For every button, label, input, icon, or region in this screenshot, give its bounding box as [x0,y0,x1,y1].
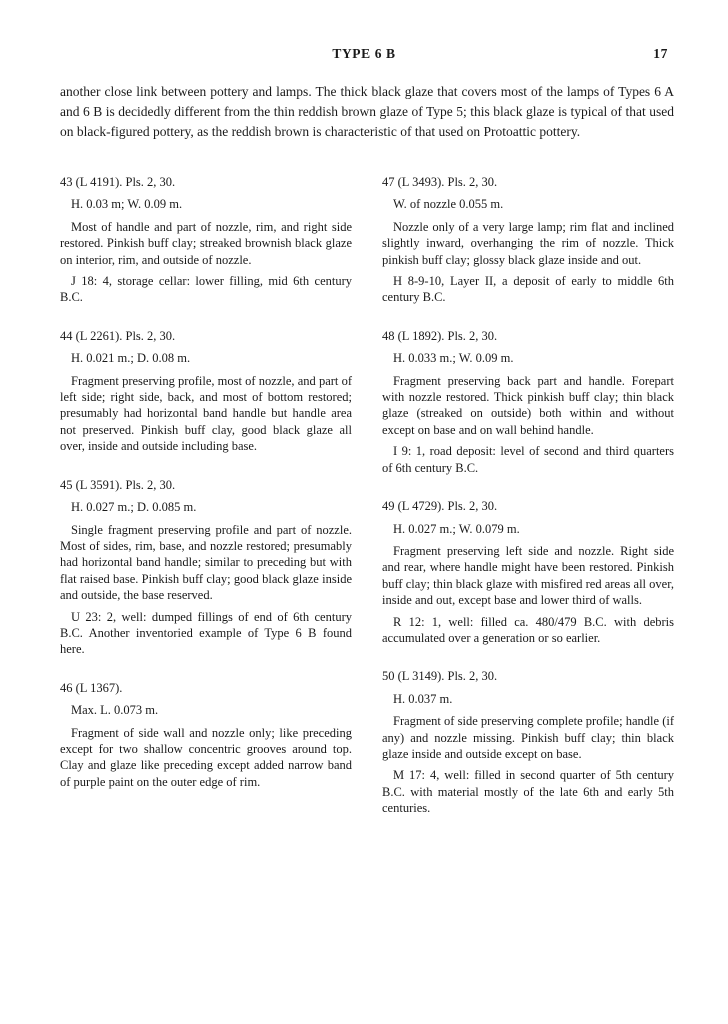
page-number: 17 [653,46,668,61]
entry-heading: 45 (L 3591). Pls. 2, 30. [60,477,176,492]
catalogue-entry-44 [60,328,352,455]
catalogue-column-right [382,174,674,839]
entry-description: Nozzle only of a very large lamp; rim flat and inclined slightly inward, overhanging the rim of nozzle. Thick pinkish buff clay; glossy black glaze inside and out. [382,219,674,267]
entry-description: Fragment preserving profile, most of nozzle, and part of left side; right side, back, and most of bottom restored; presumably had horizontal band handle but handle area not preserved. Pinkish buff clay, good black glaze all over, inside and outside including base. [60,373,352,454]
entry-dimensions: H. 0.03 m; W. 0.09 m. [71,197,183,212]
catalogue-entry-43 [60,174,352,306]
entry-heading: 46 (L 1367). [60,680,123,695]
entry-dimensions: W. of nozzle 0.055 m. [393,197,504,212]
entry-description: Fragment of side wall and nozzle only; like preceding except for two shallow concentric grooves around top. Clay and glaze like preceding except added narrow band of purple paint on the outer edge of rim. [60,725,352,789]
entry-context: H 8-9-10, Layer II, a deposit of early to middle 6th century B.C. [382,274,674,305]
entry-heading: 48 (L 1892). Pls. 2, 30. [382,328,498,343]
entry-dimensions: Max. L. 0.073 m. [71,703,159,718]
entry-context: I 9: 1, road deposit: level of second and third quarters of 6th century B.C. [382,444,674,475]
entry-description: Fragment preserving back part and handle. Forepart with nozzle restored. Thick pinkish buff clay; thin black glaze (streaked on outside) both within and without except on base and on wall behind handle. [382,373,674,437]
intro-paragraph: another close link between pottery and lamps. The thick black glaze that covers most of the lamps of Types 6 A and 6 B is decidedly different from the thin reddish brown glaze of Type 5; this black glaze is typical of that used on black-figured pottery, as the reddish brown is characteristic of that used on Protoattic pottery. [60,84,674,139]
entry-context: M 17: 4, well: filled in second quarter of 5th century B.C. with material mostly of the late 6th and early 5th centuries. [382,768,674,816]
entry-description: Fragment of side preserving complete profile; handle (if any) and nozzle missing. Pinkish buff clay; thin black glaze inside and outside except on base. [382,714,674,761]
entry-description: Most of handle and part of nozzle, rim, and right side restored. Pinkish buff clay; streaked brownish black glaze on interior, rim, and outside of nozzle. [60,219,352,267]
entry-dimensions: H. 0.037 m. [393,691,453,706]
catalogue-entry-47 [382,174,674,306]
entry-dimensions: H. 0.021 m.; D. 0.08 m. [71,351,191,366]
catalogue-entry-48 [382,328,674,476]
catalogue-entry-45 [60,477,352,658]
catalogue-entry-50 [382,668,674,816]
entry-description: Fragment preserving left side and nozzle. Right side and rear, where handle might have been restored. Pinkish buff clay; thin black glaze with misfired red areas all over, inside and out, except base and lower third of walls. [382,543,674,608]
entry-dimensions: H. 0.027 m.; D. 0.085 m. [71,500,197,515]
entry-heading: 47 (L 3493). Pls. 2, 30. [382,175,498,189]
catalogue-column-left [60,174,352,812]
entry-context: U 23: 2, well: dumped fillings of end of 6th century B.C. Another inventoried example of Type 6 B found here. [60,609,352,657]
entry-heading: 43 (L 4191). Pls. 2, 30. [60,175,176,189]
entry-dimensions: H. 0.027 m.; W. 0.079 m. [393,521,520,536]
entry-heading: 49 (L 4729). Pls. 2, 30. [382,499,498,514]
entry-heading: 44 (L 2261). Pls. 2, 30. [60,328,176,343]
entry-context: J 18: 4, storage cellar: lower filling, mid 6th century B.C. [60,274,352,305]
catalogue-entry-49 [382,498,674,646]
entry-context: R 12: 1, well: filled ca. 480/479 B.C. with debris accumulated over a generation or so earlier. [382,614,674,645]
entry-dimensions: H. 0.033 m.; W. 0.09 m. [393,351,514,366]
entry-description: Single fragment preserving profile and part of nozzle. Most of sides, rim, base, and nozzle restored; presumably had horizontal band handle; similar to preceding but with flat raised base. Pinkish buff clay; good black glaze inside and outside, the base reserved. [60,522,352,603]
entry-heading: 50 (L 3149). Pls. 2, 30. [382,669,498,684]
running-title: TYPE 6 B [332,46,396,61]
catalogue-entry-46 [60,680,352,790]
